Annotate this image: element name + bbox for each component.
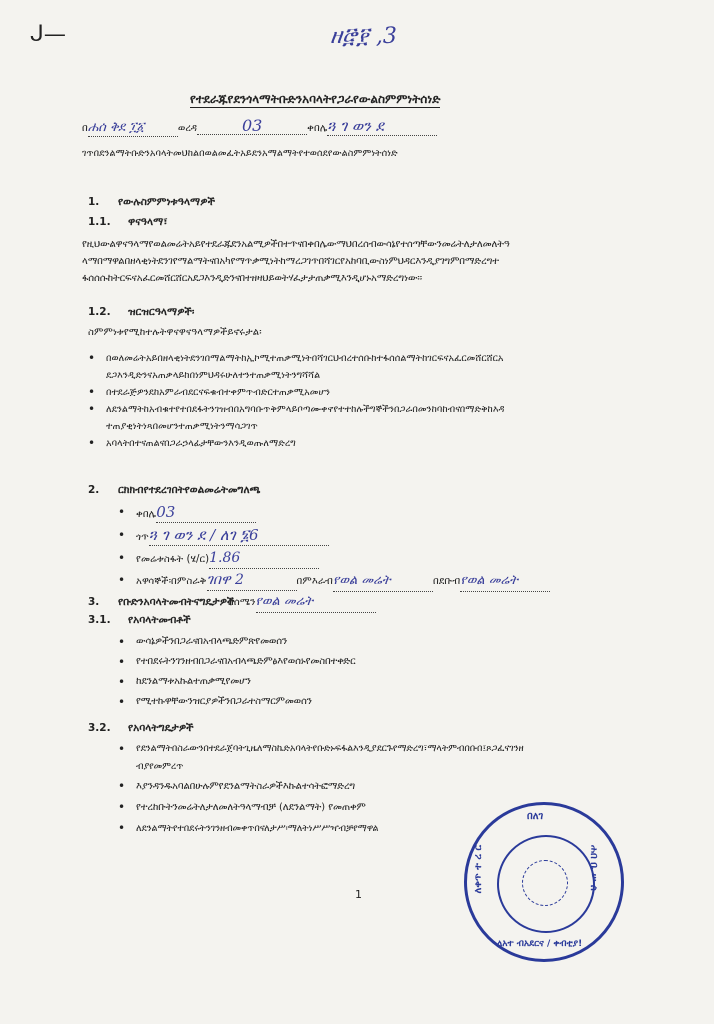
section1-title: የውሉስምምነቱዓላማዎች: [118, 196, 215, 208]
section3-number: 3.: [88, 596, 100, 608]
list-item: • ለደንልማትየተበደሩትንገንዘብመቀጥበናለታሥ፡ማለትነሥሥዣብቻየማዋል: [118, 818, 678, 839]
land-borders-row: [118, 570, 678, 592]
paragraph-line: ፋሰሰሱከትርፍናአፈርመሸርሸርአደጋእንዲድንናበተዘዛህይወትሃፈታታጠቃሚእንዲሆኑአማድረግነው፡፡: [82, 273, 422, 284]
land-got-row: [118, 525, 678, 548]
field-label: ቀበሌ: [136, 509, 157, 520]
seal-text-top: በለገ: [527, 811, 544, 822]
specific-objectives-intro: ስምምነቱየሚከተሉትዋናዋናዓላማዎችይኖሩታል፡: [88, 327, 262, 338]
kebele-label: ቀበሌ: [307, 123, 328, 134]
section3-title: የቡድንአባላትመብትናግዴታዎች: [118, 596, 235, 608]
land-kebele-row: [118, 502, 678, 525]
section3-2-number: 3.2.: [88, 722, 111, 734]
section3-1-title: የአባላትመብቶች: [128, 614, 191, 626]
list-item: • ለደንልማትከአብቁተየተበደፋትንገዝብበአግባቡጥቅምላይቦጣሙቀኖየተተከሉችግኞችንበጋራበመንከባከብናበማድቅከእዳ: [88, 401, 688, 418]
list-item: • የደንልማትበስራውንበተደራጀባትጊዜለማስኬድአባላትየቡድኑፍፋልእንዲያደርጉየማድረግ፣ማላትምብበቡበ፤ጾጋፈናገንዘ: [118, 740, 678, 758]
west-label: በምእራብ: [296, 576, 334, 587]
section2-number: 2.: [88, 484, 100, 496]
south-value: የወል መሬት: [460, 571, 550, 592]
date-value: ሐሰ ቅደ ፲፩: [88, 119, 178, 137]
wereda-label: ወረዳ: [177, 123, 198, 134]
strike-mark: ᒍ—: [30, 22, 66, 47]
date-place-line: [82, 117, 682, 137]
document-title: የተደራጁየደንጎላማትቡድንአባላትየጋራየውልስምምነትሰነድ: [190, 92, 441, 106]
paragraph-line: ላማበማዋልበዘላቂነትደንገየማልማትናበአካየማጥቃሚነትከማረጋገጥበሻገርየአከባቢውስነምህዳርእንዲያገግምበማድረግተ: [82, 256, 499, 267]
paragraph-line: የዚህውልዋናዓላማየወልመሬትአይየተደራጁደንአልሚዎችበተጥናበቀበሌውማህበረሰብውሳኔየተሰጣቸውንመሬትለታለመለትዓ: [82, 239, 510, 250]
section3-1-number: 3.1.: [88, 614, 111, 626]
list-item: • የሚተኩዋቸውንዝርያዎችንበጋራተስማርምመወሰን: [118, 692, 678, 712]
seal-text-right: ሐበ ቤ ሠ ሰ: [588, 845, 599, 891]
west-value: የወል መሬት: [333, 571, 433, 592]
rights-list: [118, 632, 678, 712]
list-item-continuation: ብያየመምረጥ: [136, 761, 184, 772]
list-item: • በወለመሬትአይበዘላቂነትደንገበማልማትከኢኮሚተጠቃሚነትበሻገርህብረተሰቡከተፋሰሰልማትከገርፍናአፈርመሸርሸርአ: [88, 350, 688, 367]
north-label: በሰሜን: [228, 597, 256, 608]
north-value: የወል መሬት: [256, 592, 376, 613]
wereda-value: 03: [197, 117, 307, 135]
specific-objectives-list: [88, 350, 688, 452]
official-seal-stamp: [464, 802, 624, 962]
list-item: • እያንዳንዱአባልበሁሉምየደንልማትስራዎችእኩልተሳትፎማድረግ: [118, 776, 678, 797]
seal-emblem: [522, 860, 568, 906]
list-item: • ከደንልማቱአኩልተጠቃሚየመሆን: [118, 672, 678, 692]
kebele-value: ጓ ገ ወን ደ: [327, 118, 437, 136]
section1-2-number: 1.2.: [88, 306, 111, 318]
field-value: 03: [156, 502, 256, 523]
seal-text-bottom: ለአተ ብአደርና / ቀብቲያ!: [497, 939, 583, 949]
list-item-continuation: ተጠያቂነትነጻበመሆንተጠቃሚነትንማሳጋገጥ: [106, 421, 258, 432]
main-objective-paragraph: [82, 236, 682, 287]
section3-2-title: የአባላትግዴታዎች: [128, 722, 194, 734]
field-value: ገበዋ 2: [207, 570, 297, 591]
page-number: 1: [355, 888, 362, 901]
seal-text-left: ለቀጥ ተ ረ ር: [473, 845, 484, 894]
land-area-row: [118, 548, 678, 570]
section1-1-number: 1.1.: [88, 216, 111, 228]
south-label: በደቡብ: [433, 576, 461, 587]
list-item: • ውሳኔዎችንበጋራናበአብላጫድምጽየመወሰን: [118, 632, 678, 652]
section1-number: 1.: [88, 196, 100, 208]
date-prefix: በ: [82, 123, 88, 134]
list-item-continuation: ደጋእንዲድንናአጠቃላይከበነምህዳሩሁለተንተጠቃሚነትንግሻሻል: [106, 370, 321, 381]
section1-1-title: ዋናዓላማ፣: [128, 216, 168, 228]
list-item: • የተበደሩትንገንዘብበጋራናበአብላጫድምፅእየወሰኑየመስበተቀድር: [118, 652, 678, 672]
list-item: • የተረከቡትንመሬትለታለመለትዓላማብቻ (ለደንልማት) የመጠቀም: [118, 797, 678, 818]
field-value: ጓ ገ ወን ደ / ለገ ፮6: [149, 525, 329, 546]
field-value: 1.86: [209, 548, 319, 569]
list-item: • አባላትበተናጠልናበጋራኃላፊታቸውንእንዲወጡለማድረግ: [88, 435, 688, 452]
field-label: የመሬቱስፋት (ሄ/ር): [136, 554, 210, 565]
field-label: አዋሳኞች፡በምስራቅ: [136, 576, 207, 587]
reference-number: ዘ፸፻ ,3: [330, 24, 397, 49]
list-item: • በተደራጅዎንደከአምራብደርናፍቁብተቀምጥብድርተጠቃሚአመሆን: [88, 384, 688, 401]
field-label: ጎጥ: [136, 532, 149, 543]
section2-title: ርክክብየተደረገበትየወልመሬትመግለጫ: [118, 484, 261, 496]
section1-2-title: ዝርዝርዓላማዎች፡: [128, 306, 195, 318]
intro-line: ገጥበደንልማትቡድንአባላትመህከልበወልመፈትአይደንአማልማትየተወሰደየውልስምምነትሰነድ: [82, 148, 398, 159]
